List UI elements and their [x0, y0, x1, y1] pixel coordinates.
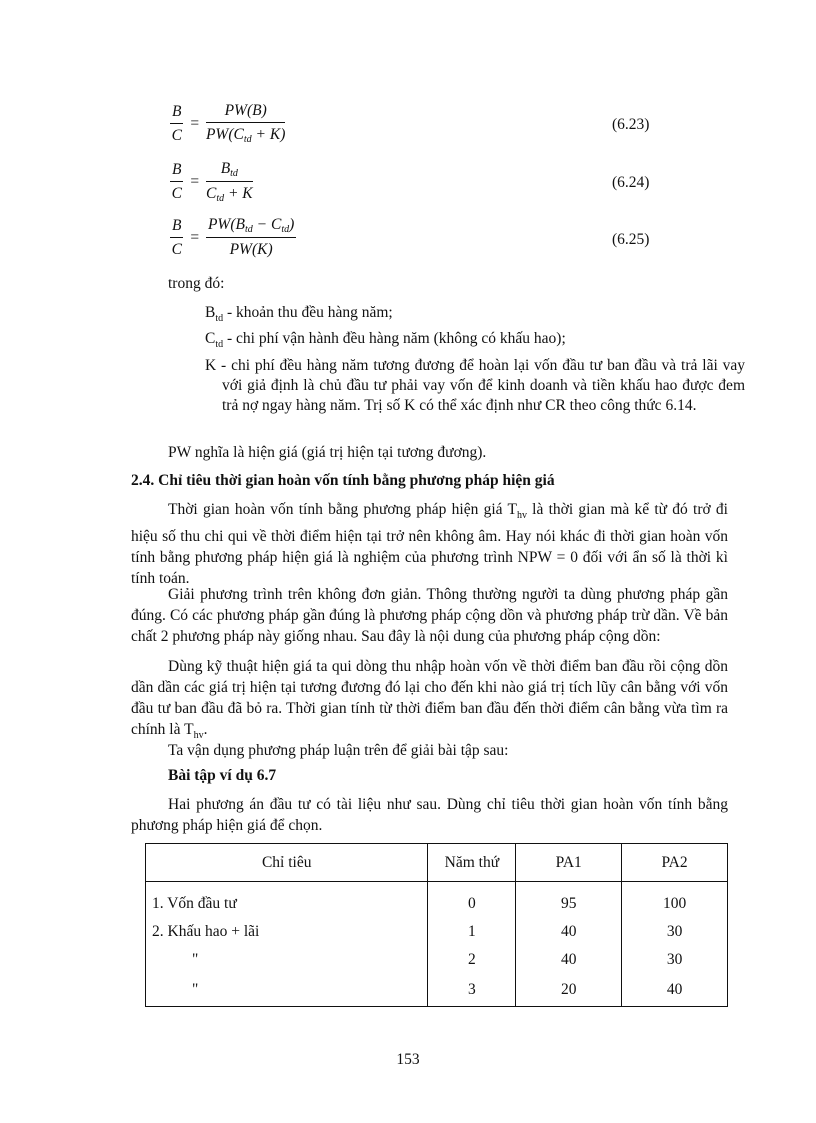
- table-cell: 1. Vốn đầu tư: [146, 882, 428, 919]
- table-cell: 20: [516, 974, 622, 1007]
- table-cell: 3: [428, 974, 516, 1007]
- table-cell: 0: [428, 882, 516, 919]
- table-row: [146, 882, 728, 919]
- table-cell: 100: [622, 882, 728, 919]
- table-row: [146, 918, 728, 946]
- table-cell: 2. Khấu hao + lãi: [146, 918, 428, 946]
- paragraph-4: Ta vận dụng phương pháp luận trên để giải bài tập sau:: [168, 742, 509, 759]
- definition-ctd: $C_{td}$ - chi phí vận hành đều hàng năm (không có khấu hao);: [205, 330, 566, 351]
- table-cell: 95: [516, 882, 622, 919]
- table-header-cell: PA2: [622, 844, 728, 882]
- table-row: [146, 946, 728, 974]
- page-number: 153: [396, 1051, 420, 1068]
- paragraph-3: Dùng kỹ thuật hiện giá ta qui dòng thu nhập hoàn vốn về thời điểm ban đầu rồi cộng dồn dần dần các giá trị hiện tại tương đương đó lại cho đến khi nào giá trị tích lũy cân bằng với vốn đầu tư ban đầu đã bỏ ra. Thời gian tính từ thời điểm ban đầu đến thời điểm cân bằng vừa tìm ra chính là $T_{hv}$.: [131, 658, 728, 742]
- table-header-cell: Chỉ tiêu: [146, 844, 428, 882]
- equation-6-23: $\frac{B}{C}$ = $\frac{PW(B)}{\text{PW(Ctd + K)}}$: [171, 102, 286, 145]
- table-row: [146, 974, 728, 1007]
- table-cell: 40: [622, 974, 728, 1007]
- equation-6-25: $\frac{B}{C}$ = $\frac{\text{PW(Btd − Ctd)}}{PW(K)}$: [171, 216, 295, 258]
- paragraph-2: Giải phương trình trên không đơn giản. Thông thường người ta dùng phương pháp gần đúng. Có các phương pháp gần đúng là phương pháp cộng dồn và phương pháp trừ dần. Về bản chất 2 phương pháp này giống nhau. Sau đây là nội dung của phương pháp cộng dồn:: [131, 586, 728, 645]
- table-header-cell: Năm thứ: [428, 844, 516, 882]
- equation-number-6-23: (6.23): [612, 116, 650, 133]
- paragraph-5: Hai phương án đầu tư có tài liệu như sau. Dùng chỉ tiêu thời gian hoàn vốn tính bằng phương pháp hiện giá để chọn.: [131, 796, 728, 834]
- table-cell: 30: [622, 918, 728, 946]
- fraction-lhs: $\frac{B}{C}$: [171, 102, 182, 144]
- equation-6-24: $\frac{B}{C}$ = $\frac{\text{Btd}}{\text{Ctd + K}}$: [171, 160, 253, 204]
- paragraph-1: Thời gian hoàn vốn tính bằng phương pháp hiện giá $T_{hv}$ là thời gian mà kể từ đó trở đi hiệu số thu chi qui về thời điểm hiện tại trở nên không âm. Hay nói khác đi thời gian hoàn vốn tính bằng phương pháp hiện giá là nghiệm của phương trình NPW = 0 đối với ẩn số là thời kì tính toán.: [131, 501, 728, 588]
- table-cell: 30: [622, 946, 728, 974]
- table-header-cell: PA1: [516, 844, 622, 882]
- section-heading: 2.4. Chỉ tiêu thời gian hoàn vốn tính bằng phương pháp hiện giá: [131, 472, 555, 489]
- pw-note: PW nghĩa là hiện giá (giá trị hiện tại tương đương).: [168, 444, 487, 461]
- table-cell: ": [146, 946, 428, 974]
- definition-k: K - chi phí đều hàng năm tương đương để hoàn lại vốn đầu tư ban đầu và trả lãi vay với giả định là chủ đầu tư phải vay vốn để kinh doanh và tiền khấu hao được đem trả nợ ngay hàng năm. Trị số K có thể xác định như CR theo công thức 6.14.: [205, 357, 745, 414]
- table-cell: 40: [516, 946, 622, 974]
- equation-number-6-24: (6.24): [612, 174, 650, 191]
- definition-btd: $B_{td}$ - khoản thu đều hàng năm;: [205, 304, 393, 325]
- equation-number-6-25: (6.25): [612, 231, 650, 248]
- fraction-rhs: $\frac{PW(B)}{\text{PW(Ctd + K)}}$: [205, 102, 286, 145]
- where-label: trong đó:: [168, 275, 225, 292]
- table-cell: 2: [428, 946, 516, 974]
- investment-table: [145, 843, 728, 1007]
- table-header-row: [146, 844, 728, 882]
- exercise-title: Bài tập ví dụ 6.7: [168, 767, 277, 784]
- table-cell: 40: [516, 918, 622, 946]
- table-cell: 1: [428, 918, 516, 946]
- table-cell: ": [146, 974, 428, 1007]
